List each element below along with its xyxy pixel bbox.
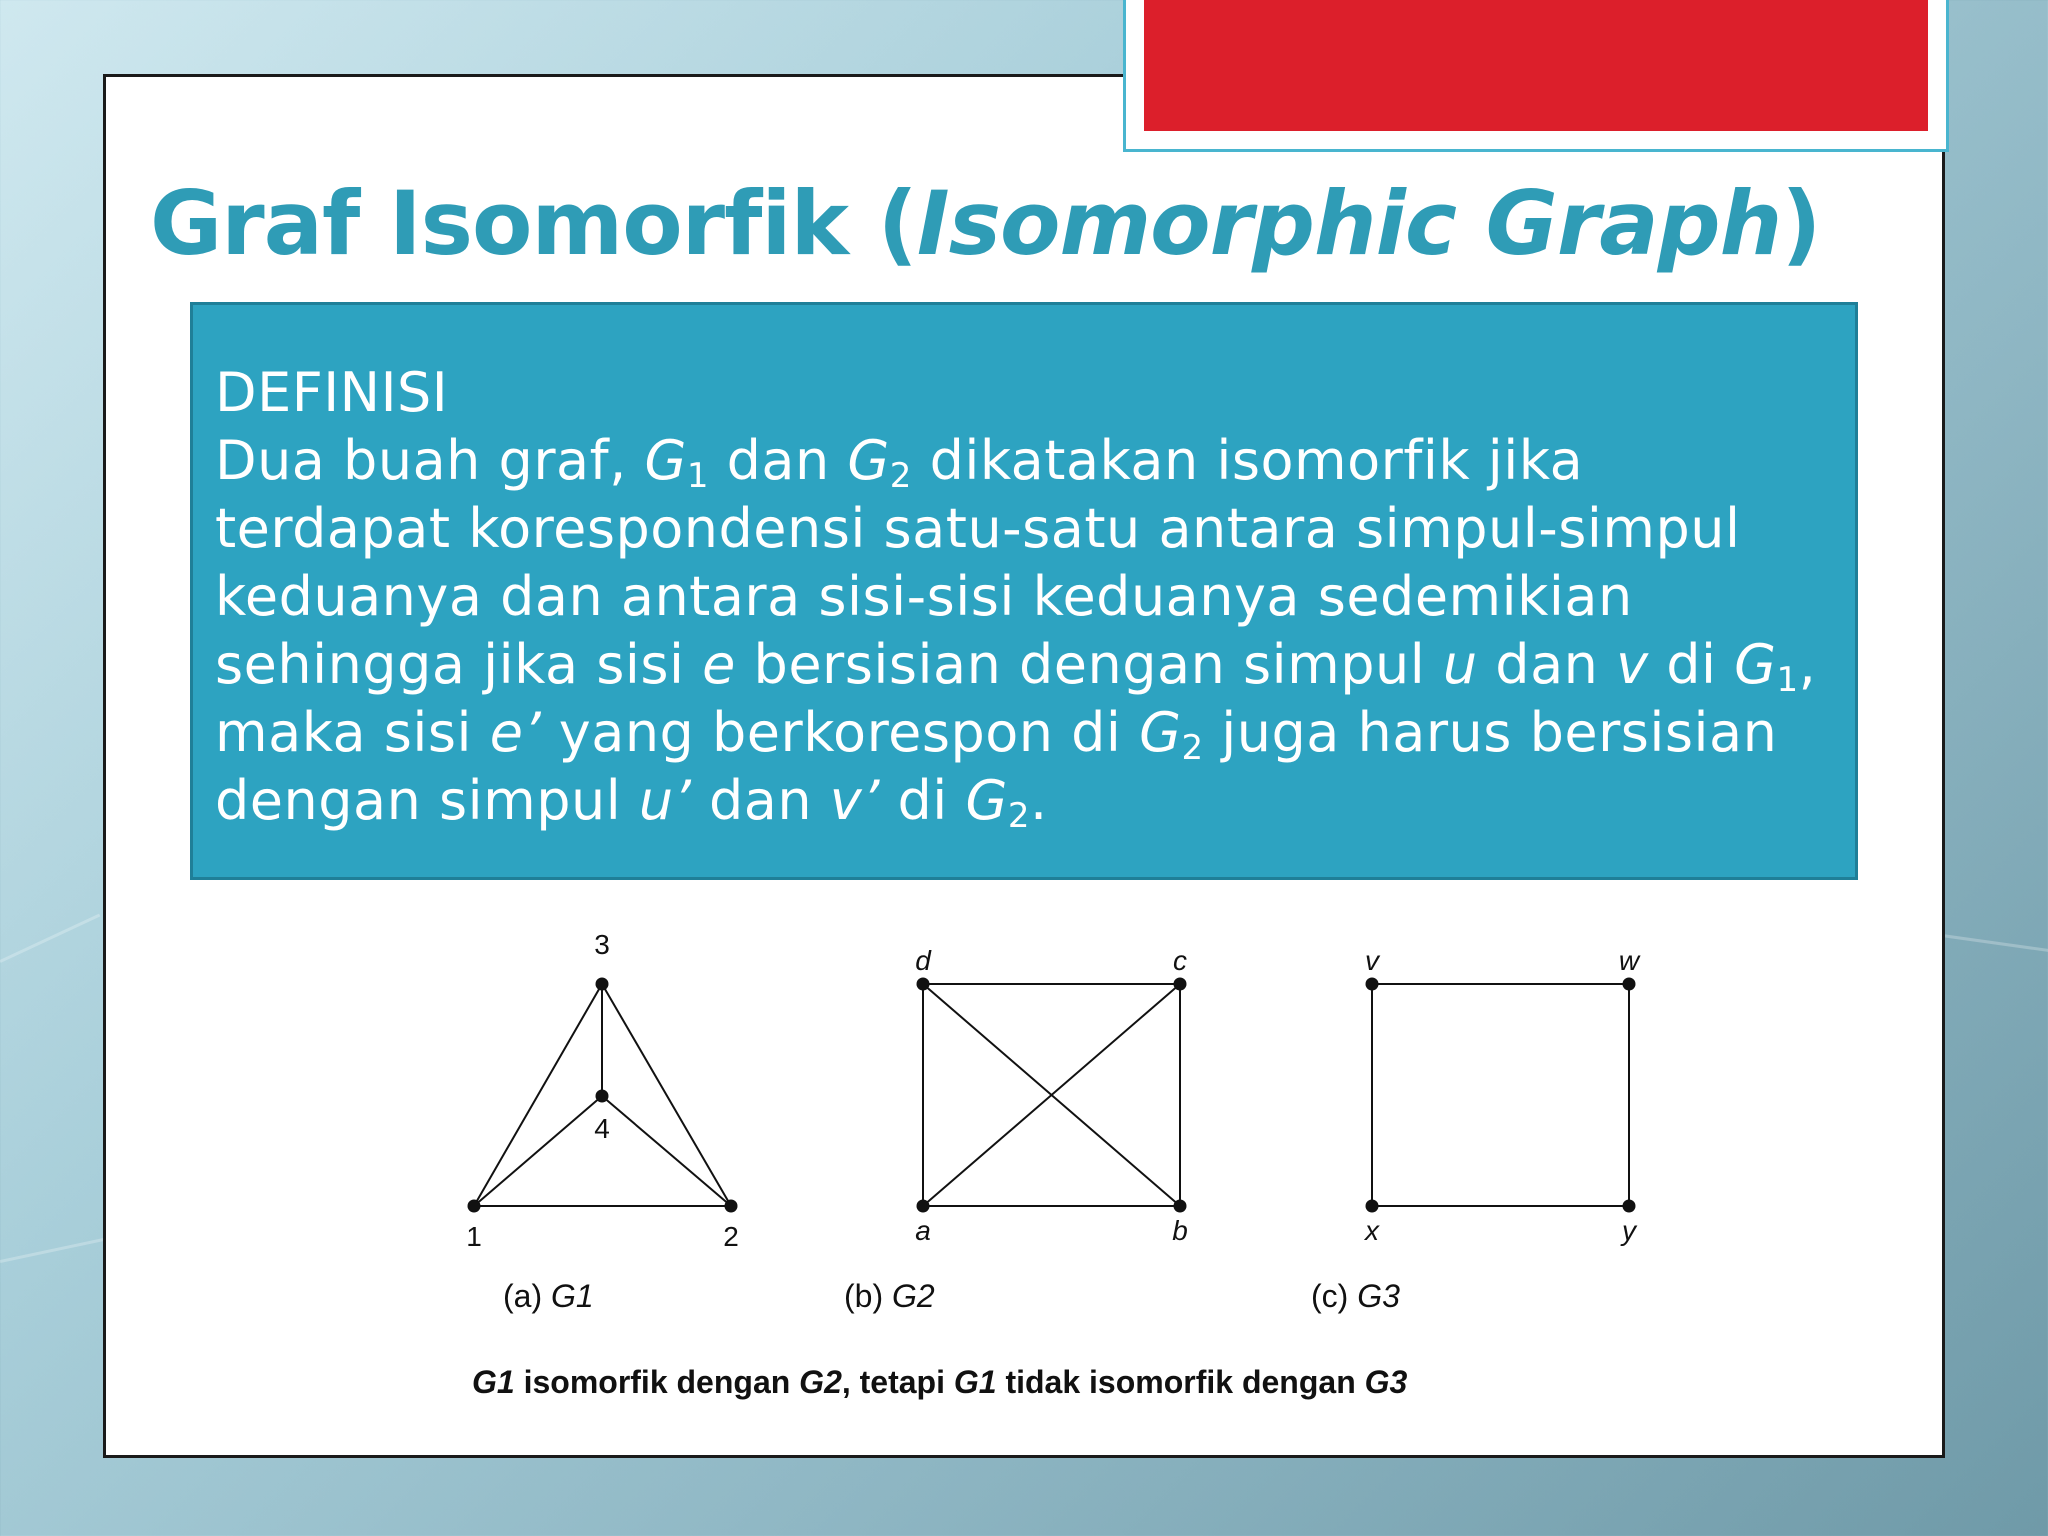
caption-g3-name: G3 <box>1357 1278 1400 1314</box>
graph-edge-G1-2-3 <box>602 984 731 1206</box>
caption-g1 <box>503 1278 594 1315</box>
graph-node-G2-d <box>917 978 930 991</box>
graph-node-label-G3-x: x <box>1365 1215 1379 1246</box>
graph-node-G2-c <box>1174 978 1187 991</box>
graph-node-G3-w <box>1623 978 1636 991</box>
graph-node-label-G1-1: 1 <box>466 1221 482 1252</box>
graph-node-label-G2-b: b <box>1172 1215 1188 1246</box>
title-main: Graf Isomorfik ( <box>150 172 917 275</box>
caption-g3-prefix: (c) <box>1311 1278 1358 1314</box>
definition-line: dengan simpul u’ dan v’ di $G_2$. <box>215 769 1048 836</box>
graph-edge-G1-4-2 <box>602 1096 731 1206</box>
caption-g3 <box>1311 1278 1400 1315</box>
caption-g3-ref: G3 <box>1364 1364 1408 1400</box>
graph-node-G3-x <box>1366 1200 1379 1213</box>
caption-g1-ref-2: G1 <box>953 1364 997 1400</box>
graph-edge-G1-3-1 <box>474 984 602 1206</box>
caption-text-2: , tetapi <box>841 1364 954 1400</box>
caption-g1-ref: G1 <box>472 1364 515 1400</box>
caption-g2-prefix: (b) <box>844 1278 892 1314</box>
definition-line: maka sisi e’ yang berkorespon di $G_2$ juga harus bersisian <box>215 701 1778 768</box>
graph-node-G3-y <box>1623 1200 1636 1213</box>
caption-g2-name: G2 <box>892 1278 935 1314</box>
caption-text-3: tidak isomorfik dengan <box>996 1364 1365 1400</box>
graph-node-G3-v <box>1366 978 1379 991</box>
graph-node-G1-2 <box>725 1200 738 1213</box>
graph-node-G2-b <box>1174 1200 1187 1213</box>
graph-node-G1-4 <box>596 1090 609 1103</box>
definition-line: keduanya dan antara sisi-sisi keduanya sedemikian <box>215 565 1633 628</box>
graph-node-label-G3-v: v <box>1365 945 1379 976</box>
caption-g2-ref: G2 <box>799 1364 842 1400</box>
graph-node-label-G2-c: c <box>1173 945 1187 976</box>
graph-node-G2-a <box>917 1200 930 1213</box>
graph-node-label-G2-a: a <box>915 1215 931 1246</box>
graph-node-label-G3-y: y <box>1622 1215 1636 1246</box>
figure-caption <box>472 1364 1407 1401</box>
definition-line: sehingga jika sisi e bersisian dengan simpul u dan v di $G_1$, <box>215 633 1817 700</box>
graph-node-label-G1-3: 3 <box>594 929 610 960</box>
graph-edge-G1-4-1 <box>474 1096 602 1206</box>
graph-node-label-G1-4: 4 <box>594 1113 610 1144</box>
caption-g1-name: G1 <box>551 1278 594 1314</box>
graph-node-G1-1 <box>468 1200 481 1213</box>
definition-heading: DEFINISI <box>215 361 449 424</box>
caption-text-1: isomorfik dengan <box>514 1364 800 1400</box>
title-italic: Isomorphic Graph <box>916 172 1782 275</box>
definition-line: terdapat korespondensi satu-satu antara simpul-simpul <box>215 497 1741 560</box>
title-end: ) <box>1781 172 1821 275</box>
graph-node-label-G1-2: 2 <box>723 1221 739 1252</box>
graph-node-label-G2-d: d <box>915 945 931 976</box>
definition-line: Dua buah graf, $G_1$ dan $G_2$ dikatakan isomorfik jika <box>215 429 1584 496</box>
caption-g1-prefix: (a) <box>503 1278 551 1314</box>
graph-node-G1-3 <box>596 978 609 991</box>
graph-node-label-G3-w: w <box>1618 945 1640 976</box>
caption-g2 <box>844 1278 935 1315</box>
